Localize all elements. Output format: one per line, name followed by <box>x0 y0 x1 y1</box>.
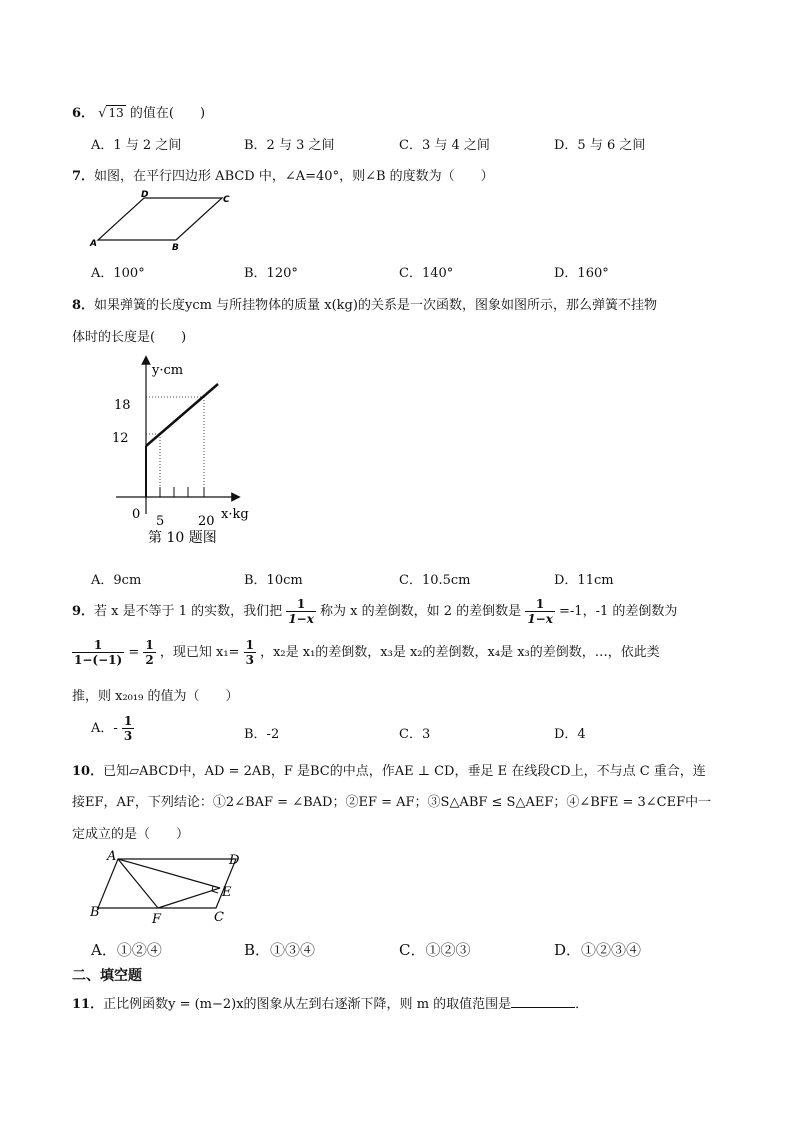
q7-stem <box>72 165 494 184</box>
q6-stem <box>72 102 205 121</box>
fraction-1-over-1-minus-neg1 <box>72 638 124 667</box>
parallelogram-abcd <box>98 198 222 240</box>
label-c: C <box>223 195 230 205</box>
x-tick-5: 5 <box>156 514 165 529</box>
q7-parallelogram-figure <box>86 188 236 252</box>
q7-option-c: C．140° <box>399 266 454 281</box>
label-b: B <box>90 905 100 920</box>
x-tick-20: 20 <box>198 514 215 529</box>
q9-stem-line1 <box>72 597 677 626</box>
label-f: F <box>152 912 162 926</box>
q7-option-a: A．100° <box>91 266 145 281</box>
q6-radicand: 13 <box>108 106 124 120</box>
label-c: C <box>214 910 224 925</box>
label-a: A <box>107 850 117 864</box>
q8-option-b: B．10cm <box>244 573 303 588</box>
q11-text: 正比例函数y = (m−2)x的图象从左到右逐渐下降，则 m 的取值范围是 <box>103 997 512 1012</box>
graph-caption: 第 10 题图 <box>148 530 217 546</box>
q6-option-a: A．1 与 2 之间 <box>91 138 182 153</box>
y-tick-12: 12 <box>112 431 129 446</box>
q10-option-d: D．①②③④ <box>554 941 642 959</box>
q11-stem <box>72 993 588 1012</box>
frac-denominator: 3 <box>123 729 133 743</box>
q9-text-2: 称为 x 的差倒数，如 2 的差倒数是 <box>320 604 522 619</box>
q10-stem-line2: 接EF，AF，下列结论：①2∠BAF = ∠BAD；②EF = AF；③S△ABF ≤ S△AEF；④∠BFE = 3∠CEF中一 <box>72 795 712 810</box>
label-b: B <box>172 243 179 252</box>
q10-stem-line3: 定成立的是（ ） <box>72 827 190 842</box>
frac-numerator: 1 <box>286 597 316 612</box>
segment-ef <box>158 888 220 908</box>
q8-number: 8． <box>72 298 95 313</box>
q8-option-a: A．9cm <box>91 573 142 588</box>
q7-option-d: D．160° <box>554 266 609 281</box>
q9-text-1: 若 x 是不等于 1 的实数，我们把 <box>94 604 283 619</box>
label-d: D <box>229 853 240 868</box>
q8-option-c: C．10.5cm <box>399 573 471 588</box>
fraction-one-third <box>244 638 256 667</box>
q9-stem-line2 <box>72 638 660 667</box>
frac-denominator: 1−x <box>288 612 314 626</box>
section-heading: 二、填空题 <box>72 968 142 984</box>
frac-numerator: 1 <box>123 714 133 728</box>
q7-text: 如图，在平行四边形 ABCD 中，∠A=40°，则∠B 的度数为（ ） <box>94 169 494 184</box>
q8-stem-line1 <box>72 294 657 313</box>
frac-numerator: 1 <box>72 638 124 653</box>
q9-number: 9． <box>72 604 95 619</box>
q11-number: 11． <box>72 997 104 1012</box>
q9-stem-line3: 推，则 x₂₀₁₉ 的值为（ ） <box>72 689 239 704</box>
q9-text-4: ，现已知 x₁= <box>159 645 240 660</box>
frac-denominator: 1−x <box>527 612 553 626</box>
label-e: E <box>222 885 232 900</box>
q9-option-a <box>91 714 134 743</box>
parallelogram-abcd <box>98 859 236 908</box>
segment-af <box>118 859 158 908</box>
q6-text: 的值在( ) <box>129 106 206 121</box>
q10-stem-line1 <box>72 760 706 779</box>
frac-numerator: 1 <box>525 597 555 612</box>
q10-option-a: A．①②④ <box>91 941 162 959</box>
q6-option-d: D．5 与 6 之间 <box>554 138 646 153</box>
q9-text-5: ，x₂是 x₁的差倒数，x₃是 x₂的差倒数，x₄是 x₃的差倒数，…，依此类 <box>260 645 660 660</box>
q6-number: 6． <box>72 106 95 121</box>
fraction-one-half <box>143 638 155 667</box>
q7-number: 7． <box>72 169 95 184</box>
frac-numerator: 1 <box>145 638 154 652</box>
fraction-1-over-1-minus-x-2 <box>525 597 555 626</box>
q7-option-b: B．120° <box>244 266 298 281</box>
label-a: A <box>90 239 97 249</box>
q8-stem-line2: 体时的长度是( ) <box>72 330 187 345</box>
fraction-1-over-1-minus-x <box>286 597 316 626</box>
answer-blank[interactable] <box>511 995 575 1008</box>
frac-denominator: 1−(−1) <box>74 653 123 667</box>
y-tick-18: 18 <box>114 398 131 413</box>
q10-line1: 已知▱ABCD中，AD = 2AB，F 是BC的中点，作AE ⊥ CD，垂足 E 在线段CD上，不与点 C 重合，连 <box>103 764 706 779</box>
q10-option-b: B．①③④ <box>244 941 316 959</box>
origin-label: 0 <box>132 507 141 522</box>
fraction-one-third-option <box>122 714 134 743</box>
label-d: D <box>141 190 149 200</box>
frac-denominator: 2 <box>145 653 154 667</box>
q8-graph <box>108 354 268 554</box>
q10-figure <box>88 850 248 926</box>
frac-denominator: 3 <box>245 653 254 667</box>
equals-sign: = <box>128 645 140 660</box>
q9-option-c: C．3 <box>399 727 431 742</box>
sqrt-sign: √ <box>98 106 107 121</box>
x-axis-label: x·kg <box>221 507 249 522</box>
function-line <box>146 384 218 446</box>
q6-option-c: C．3 与 4 之间 <box>399 138 490 153</box>
q9-option-a-prefix: A．- <box>91 721 118 736</box>
y-axis-label: y·cm <box>152 363 184 378</box>
q9-option-b: B．-2 <box>244 727 280 742</box>
q8-option-d: D．11cm <box>554 573 614 588</box>
q8-line1: 如果弹簧的长度ycm 与所挂物体的质量 x(kg)的关系是一次函数，图象如图所示，那么弹簧不挂物 <box>94 298 657 313</box>
q6-option-b: B．2 与 3 之间 <box>244 138 335 153</box>
q10-option-c: C．①②③ <box>399 941 471 959</box>
q9-text-3: =-1，-1 的差倒数为 <box>559 604 678 619</box>
q9-option-d: D．4 <box>554 727 586 742</box>
q10-number: 10． <box>72 764 104 779</box>
frac-numerator: 1 <box>245 638 254 652</box>
q11-end: ． <box>575 997 589 1012</box>
segment-ae <box>118 859 220 888</box>
